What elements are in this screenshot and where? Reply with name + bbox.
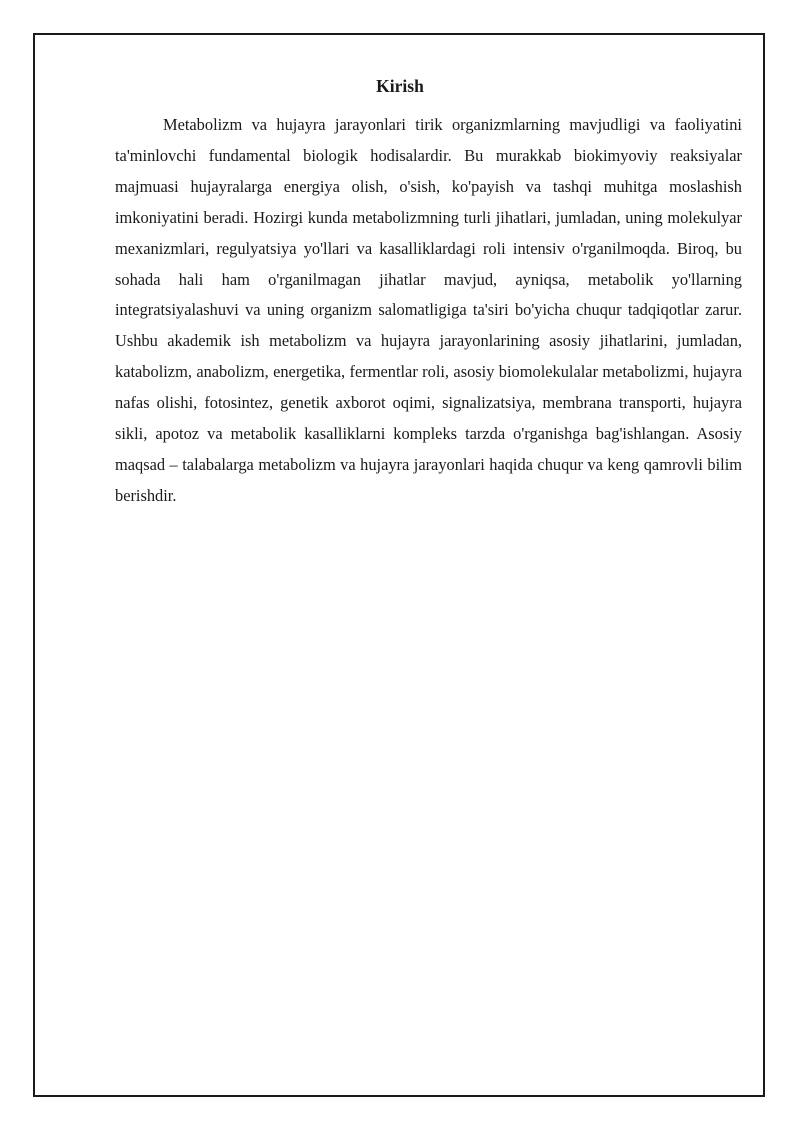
- body-paragraph: Metabolizm va hujayra jarayonlari tirik organizmlarning mavjudligi va faoliyatini ta'minlovchi fundamental biologik hodisalardir. Bu murakkab biokimyoviy reaksiyalar majmuasi hujayralarga energiya olish, o'sish, ko'payish va tashqi muhitga moslashish imkoniyatini beradi. Hozirgi kunda metabolizmning turli jihatlari, jumladan, uning molekulyar mexanizmlari, regulyatsiya yo'llari va kasalliklardagi roli intensiv o'rganilmoqda. Biroq, bu sohada hali ham o'rganilmagan jihatlar mavjud, ayniqsa, metabolik yo'llarning integratsiyalashuvi va uning organizm salomatligiga ta'siri bo'yicha chuqur tadqiqotlar zarur. Ushbu akademik ish metabolizm va hujayra jarayonlarining asosiy jihatlarini, jumladan, katabolizm, anabolizm, energetika, fermentlar roli, asosiy biomolekulalar metabolizmi, hujayra nafas olishi, fotosintez, genetik axborot oqimi, signalizatsiya, membrana transporti, hujayra sikli, apotoz va metabolik kasalliklarni kompleks tarzda o'rganishga bag'ishlangan. Asosiy maqsad – talabalarga metabolizm va hujayra jarayonlari haqida chuqur va keng qamrovli bilim berishdir.: [115, 115, 742, 505]
- section-heading: Kirish: [376, 76, 424, 96]
